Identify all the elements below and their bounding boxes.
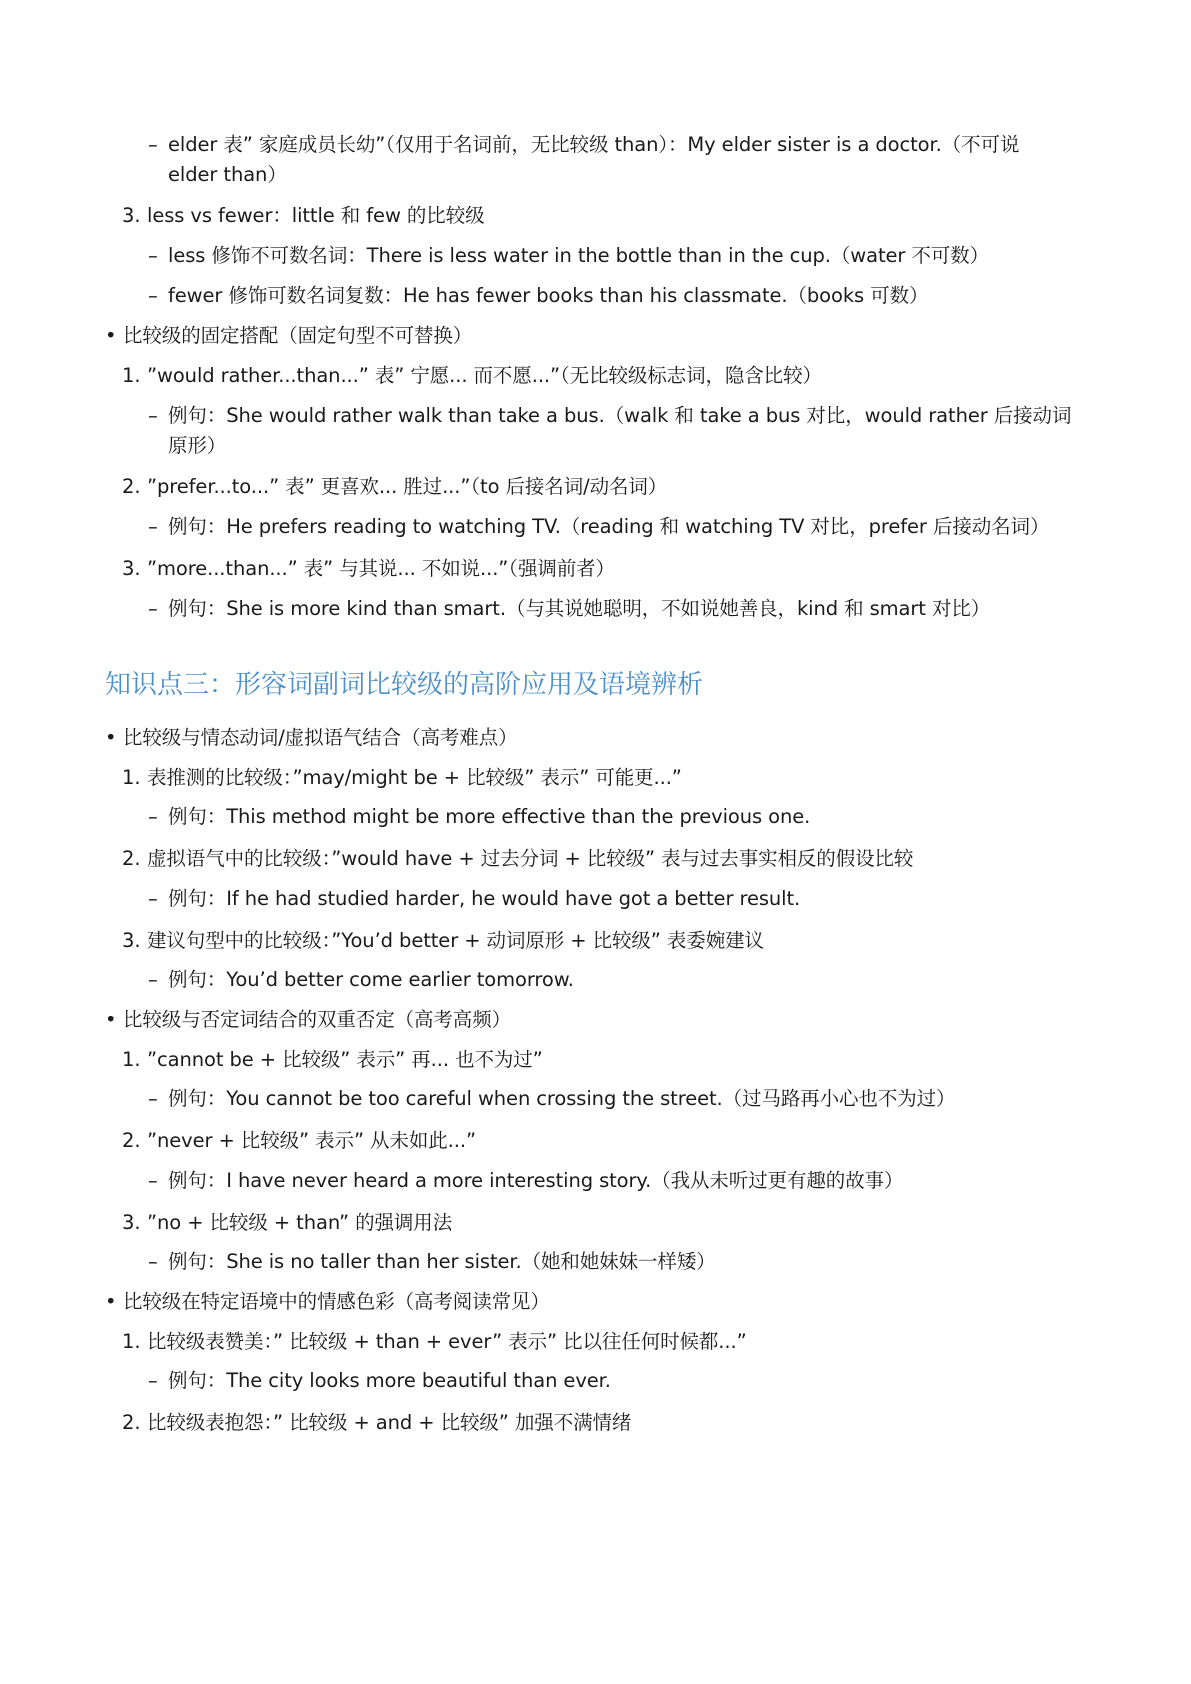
number-marker: 3. [122,557,141,580]
dash-marker: – [148,1250,158,1273]
would-have-example: 例句：If he had studied harder, he would have got a better result. [168,887,801,910]
dash-marker: – [148,1087,158,1110]
dash-marker: – [148,133,158,156]
number-marker: 2. [122,475,141,498]
bullet-marker: • [105,726,117,749]
prefer-to-item: ”prefer...to...” 表” 更喜欢... 胜过...”（to 后接名词/动名词） [147,475,668,498]
fixed-collocation-title: 比较级的固定搭配（固定句型不可替换） [123,324,473,347]
dash-marker: – [148,404,158,427]
number-marker: 1. [122,766,141,789]
dash-marker: – [148,284,158,307]
elder-note-line1: elder 表” 家庭成员长幼”（仅用于名词前，无比较级 than）：My elder sister is a doctor.（不可说 [168,133,1020,156]
elder-note-line2: elder than） [168,163,287,186]
dash-marker: – [148,887,158,910]
never-item: ”never + 比较级” 表示” 从未如此...” [147,1129,476,1152]
dash-marker: – [148,1369,158,1392]
modal-subjunctive-title: 比较级与情态动词/虚拟语气结合（高考难点） [123,726,518,749]
cannot-be-example: 例句：You cannot be too careful when crossing the street.（过马路再小心也不为过） [168,1087,956,1110]
may-might-item: 表推测的比较级：”may/might be + 比较级” 表示” 可能更...” [147,766,682,789]
double-negative-title: 比较级与否定词结合的双重否定（高考高频） [123,1008,512,1031]
dash-marker: – [148,805,158,828]
would-have-item: 虚拟语气中的比较级：”would have + 过去分词 + 比较级” 表与过去事实相反的假设比较 [147,847,914,870]
than-ever-example: 例句：The city looks more beautiful than ever. [168,1369,611,1392]
number-marker: 1. [122,1048,141,1071]
bullet-marker: • [105,1008,117,1031]
no-than-example: 例句：She is no taller than her sister.（她和她妹妹一样矮） [168,1250,716,1273]
more-than-example: 例句：She is more kind than smart.（与其说她聪明，不如说她善良，kind 和 smart 对比） [168,597,991,620]
had-better-item: 建议句型中的比较级：”You’d better + 动词原形 + 比较级” 表委婉建议 [147,929,764,952]
never-example: 例句：I have never heard a more interesting story.（我从未听过更有趣的故事） [168,1169,904,1192]
less-item: less 修饰不可数名词：There is less water in the bottle than in the cup.（water 不可数） [168,244,990,267]
than-ever-item: 比较级表赞美：” 比较级 + than + ever” 表示” 比以往任何时候都...” [147,1330,747,1353]
dash-marker: – [148,1169,158,1192]
and-comparative-item: 比较级表抱怨：” 比较级 + and + 比较级” 加强不满情绪 [147,1411,632,1434]
bullet-marker: • [105,324,117,347]
may-might-example: 例句：This method might be more effective than the previous one. [168,805,811,828]
number-marker: 2. [122,1411,141,1434]
dash-marker: – [148,968,158,991]
would-rather-example-line2: 原形） [168,434,227,457]
bullet-marker: • [105,1290,117,1313]
dash-marker: – [148,597,158,620]
number-marker: 3. [122,1211,141,1234]
emotional-color-title: 比较级在特定语境中的情感色彩（高考阅读常见） [123,1290,550,1313]
number-marker: 2. [122,847,141,870]
section-heading: 知识点三：形容词副词比较级的高阶应用及语境辨析 [105,670,704,700]
fewer-item: fewer 修饰可数名词复数：He has fewer books than his classmate.（books 可数） [168,284,929,307]
would-rather-example-line1: 例句：She would rather walk than take a bus.（walk 和 take a bus 对比，would rather 后接动词 [168,404,1072,427]
prefer-to-example: 例句：He prefers reading to watching TV.（reading 和 watching TV 对比，prefer 后接动名词） [168,515,1050,538]
dash-marker: – [148,515,158,538]
more-than-item: ”more...than...” 表” 与其说... 不如说...”（强调前者） [147,557,615,580]
number-marker: 3. [122,204,141,227]
number-marker: 1. [122,1330,141,1353]
number-marker: 1. [122,364,141,387]
less-fewer-title: less vs fewer：little 和 few 的比较级 [147,204,485,227]
number-marker: 2. [122,1129,141,1152]
had-better-example: 例句：You’d better come earlier tomorrow. [168,968,574,991]
no-than-item: ”no + 比较级 + than” 的强调用法 [147,1211,453,1234]
number-marker: 3. [122,929,141,952]
would-rather-item: ”would rather...than...” 表” 宁愿... 而不愿...”（无比较级标志词，隐含比较） [147,364,822,387]
dash-marker: – [148,244,158,267]
cannot-be-item: ”cannot be + 比较级” 表示” 再... 也不为过” [147,1048,543,1071]
